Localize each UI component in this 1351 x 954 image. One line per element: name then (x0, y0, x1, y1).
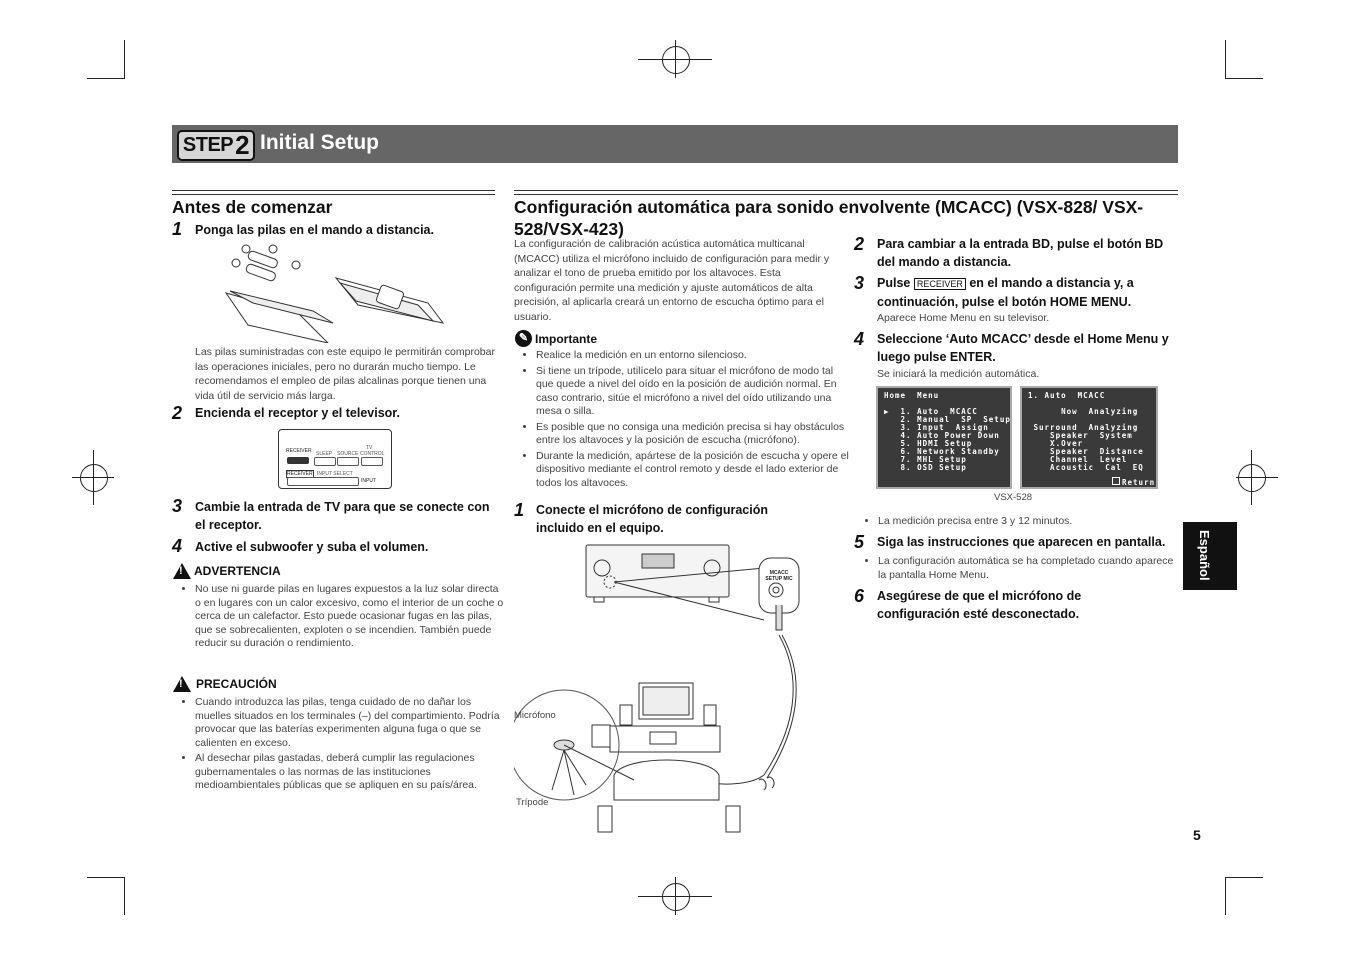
step-number: 4 (172, 536, 183, 556)
battery-note: Las pilas suministradas con este equipo le permitirán comprobar las operaciones iniciales, pero no durarán mucho tiempo. Le recomendamos el empleo de pilas alcalinas porque tienen una vida útil de servicio más larga. (195, 346, 495, 402)
remote-button (314, 457, 336, 466)
remote-button (337, 457, 359, 466)
remote-button (287, 477, 359, 486)
list-item: • Realice la medición en un entorno silencioso. (536, 349, 851, 363)
language-tab (1183, 522, 1237, 590)
battery-illustration (218, 243, 448, 343)
step-text: Para cambiar a la entrada BD, pulse el botón BD del mando a distancia. (877, 237, 1164, 269)
step-number: 4 (854, 329, 865, 349)
warning-heading (173, 563, 281, 579)
osd-auto-mcacc: 1. Auto MCACC Now Analyzing Surround Analyzing Speaker System X.Over Speaker Distance Channel Level Acoustic Cal EQ (1020, 386, 1158, 489)
list-item: • Al desechar pilas gastadas, deberá cumplir las regulaciones gubernamentales o las normas de las instituciones medioambientales públicas que se apliquen en su país/área. (195, 752, 505, 793)
step5-note (865, 555, 1183, 584)
registration-mark (1236, 477, 1278, 478)
registration-mark (675, 877, 676, 915)
section-rule (514, 190, 1178, 195)
step-text: Conecte el micrófono de configuración incluido en el equipo. (536, 503, 768, 535)
remote-label: CONTROL (360, 451, 385, 457)
step-text: Asegúrese de que el micrófono de configuración esté desconectado. (877, 589, 1082, 621)
mcacc-intro: La configuración de calibración acústica automática multicanal (MCACC) utiliza el micrófono incluido de configuración para medir y analizar el tono de prueba emitido por los altavoces. Esta configuración permite una medición y ajuste automáticos de alta precisión, al aplicarla creará un entorno de escucha óptimo para el usuario. (514, 238, 830, 323)
step-text: Encienda el receptor y el televisor. (195, 406, 400, 420)
step-number: 3 (172, 496, 183, 516)
list-item: • No use ni guarde pilas en lugares expuestos a la luz solar directa o en lugares con un calor excesivo, como el interior de un coche o cerca de un calefactor. Esto puede ocasionar fugas en las pilas, que se sobrecalienten, exploten o se incendien. También puede reducir su duración o rendimiento. (195, 583, 505, 651)
step-text-part: en el mando a distancia y, a continuación, pulse el botón HOME MENU. (877, 276, 1134, 309)
remote-label: INPUT (361, 478, 376, 484)
mic-jack-label-2: SETUP MIC (765, 576, 793, 582)
step-text: Ponga las pilas en el mando a distancia. (195, 223, 434, 237)
remote-label: RECEIVER (286, 448, 312, 454)
remote-label: SOURCE (337, 451, 359, 457)
registration-mark (80, 464, 108, 492)
microphone-label: Micrófono (514, 710, 556, 721)
registration-mark (93, 450, 94, 505)
crop-mark (124, 877, 125, 915)
list-item: • La medición precisa entre 3 y 12 minutos. (878, 515, 1178, 529)
step-number: 2 (854, 234, 865, 254)
section-rule (172, 190, 495, 195)
setup-diagram (514, 540, 844, 840)
list-item: • Si tiene un trípode, utilícelo para situar el micrófono de modo tal que quede a nivel del oído en la posición de audición normal. En caso contrario, sitúe el micrófono a nivel del oído utilizando una mesa o silla. (536, 365, 851, 419)
registration-mark (1238, 464, 1266, 492)
list-item: • Es posible que no consiga una medición precisa si hay obstáculos entre los altavoces y la posición de escucha (micrófono). (536, 421, 851, 448)
step-word: STEP (182, 134, 234, 156)
warning-icon (173, 563, 191, 579)
crop-mark (124, 40, 125, 78)
osd-home-menu: Home Menu ▶ 1. Auto MCACC 2. Manual SP Setup 3. Input Assign 4. Auto Power Down 5. HDMI Setup 6. Network Standby 7. MHL Setup 8. OSD Setup (876, 386, 1012, 489)
section-heading-mcacc: Configuración automática para sonido envolvente (MCACC) (VSX-828/ VSX-528/VSX-423) (514, 197, 1144, 239)
caution-heading (173, 676, 277, 692)
step-text: Active el subwoofer y suba el volumen. (195, 540, 429, 554)
crop-mark (1225, 877, 1263, 878)
receiver-button-label: RECEIVER (914, 278, 966, 290)
remote-label: INPUT SELECT (317, 471, 353, 477)
step-number: 2 (235, 130, 250, 160)
mic-jack-label-1: MCACC (769, 570, 789, 576)
list-item: • La configuración automática se ha completado cuando aparece la pantalla Home Menu. (878, 555, 1183, 582)
osd-return (1112, 477, 1155, 487)
step-number: 3 (854, 273, 865, 293)
caution-icon (173, 676, 191, 692)
step-text: Cambie la entrada de TV para que se conecte con el receptor. (195, 500, 490, 532)
step-number: 6 (854, 586, 865, 606)
list-item: • Durante la medición, apártese de la posición de escucha y opere el dispositivo mediante el control remoto y desde el lado exterior de todos los altavoces. (536, 450, 851, 491)
warning-title: ADVERTENCIA (194, 564, 281, 578)
crop-mark (1225, 40, 1226, 78)
step-text-part: Pulse (877, 276, 911, 290)
step-note: Se iniciará la medición automática. (877, 368, 1040, 380)
measurement-note (865, 515, 1178, 531)
language-tab-label: Español (1197, 530, 1212, 581)
remote-label: TV (366, 445, 373, 451)
mic-jack-label (764, 570, 794, 582)
page-title: Initial Setup (260, 131, 380, 154)
return-icon (1112, 477, 1120, 485)
section-heading-antes: Antes de comenzar (172, 197, 333, 217)
remote-label: SLEEP (316, 451, 333, 457)
important-icon: ✎ (515, 330, 532, 347)
registration-mark (662, 883, 690, 911)
tripod-label: Trípode (516, 797, 549, 808)
step-text: Siga las instrucciones que aparecen en pantalla. (877, 535, 1166, 549)
step-number: 1 (514, 500, 525, 520)
step-text: Seleccione ‘Auto MCACC’ desde el Home Menu y luego pulse ENTER. (877, 332, 1169, 364)
warning-list (182, 583, 505, 653)
caution-title: PRECAUCIÓN (196, 677, 277, 691)
step-note: Aparece Home Menu en su televisor. (877, 312, 1050, 324)
caution-list (182, 696, 505, 795)
step-badge (177, 130, 255, 161)
step-text (877, 274, 1177, 311)
osd-caption: VSX-528 (994, 492, 1033, 503)
important-heading (515, 330, 597, 347)
registration-mark (675, 40, 676, 78)
page-number: 5 (1193, 827, 1201, 843)
important-title: Importante (535, 331, 598, 346)
list-item: • Cuando introduzca las pilas, tenga cuidado de no dañar los muelles situados en los terminales (–) del compartimiento. Podría provocar que las baterías experimenten alguna fuga o que se calienten en exceso. (195, 696, 505, 750)
step-number: 2 (172, 403, 183, 423)
registration-mark (662, 46, 690, 74)
crop-mark (1225, 877, 1226, 915)
crop-mark (87, 877, 125, 878)
crop-mark (87, 78, 125, 79)
remote-illustration (278, 429, 392, 489)
important-list (523, 349, 851, 492)
crop-mark (1225, 78, 1263, 79)
remote-button (361, 457, 383, 466)
remote-label: RECEIVER (287, 471, 313, 477)
receiver-button (287, 457, 309, 464)
step-number: 1 (172, 219, 183, 239)
step-number: 5 (854, 532, 865, 552)
registration-mark (1251, 450, 1252, 505)
osd-return-label: Return (1122, 478, 1156, 487)
